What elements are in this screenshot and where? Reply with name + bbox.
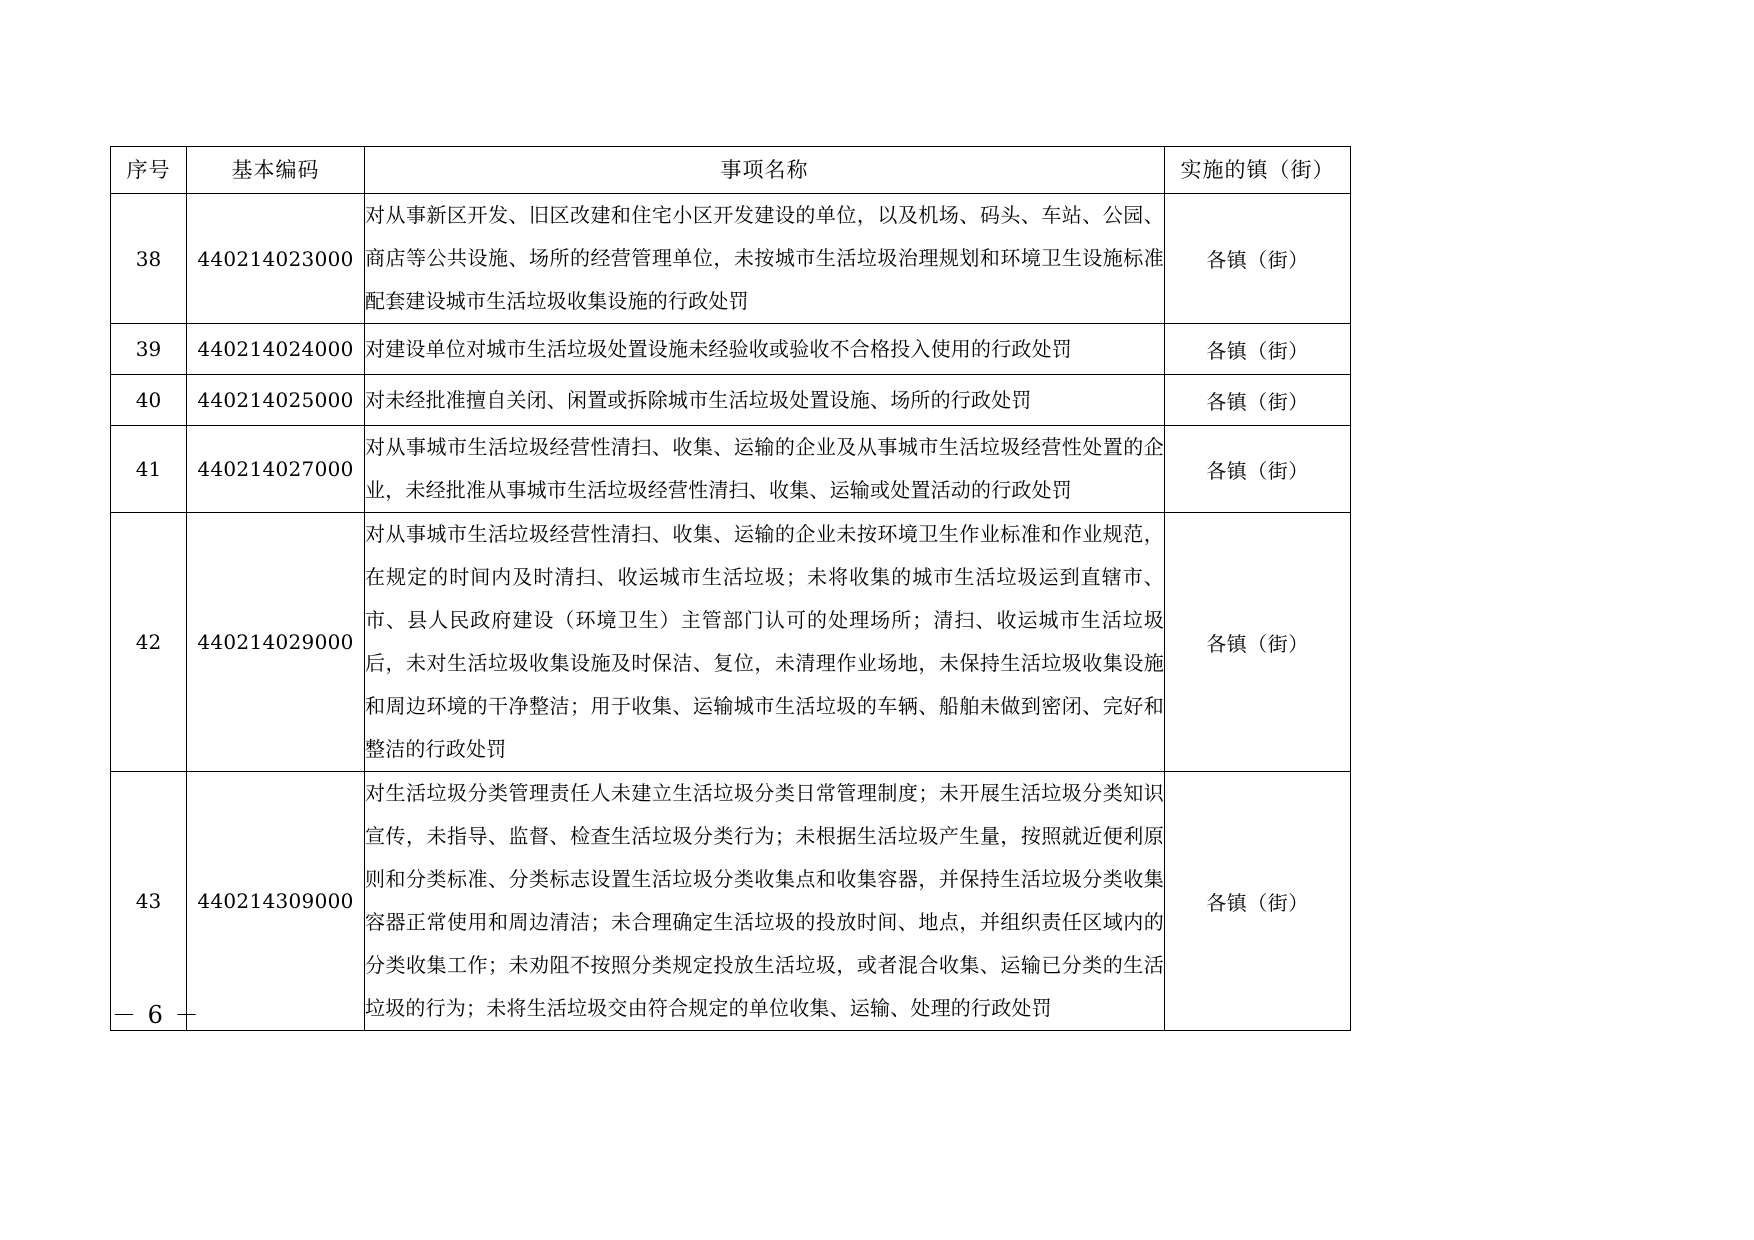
cell-town: 各镇（街） [1165,426,1351,513]
cell-town: 各镇（街） [1165,194,1351,324]
cell-name: 对从事新区开发、旧区改建和住宅小区开发建设的单位，以及机场、码头、车站、公园、商店等公共设施、场所的经营管理单位，未按城市生活垃圾治理规划和环境卫生设施标准配套建设城市生活垃圾收集设施的行政处罚 [365,194,1165,324]
table-row [111,324,1351,375]
cell-seq: 43 [111,772,187,1031]
cell-name: 对从事城市生活垃圾经营性清扫、收集、运输的企业及从事城市生活垃圾经营性处置的企业，未经批准从事城市生活垃圾经营性清扫、收集、运输或处置活动的行政处罚 [365,426,1165,513]
table-row [111,194,1351,324]
cell-town: 各镇（街） [1165,324,1351,375]
cell-town: 各镇（街） [1165,513,1351,772]
cell-town: 各镇（街） [1165,772,1351,1031]
column-header-name: 事项名称 [365,147,1165,194]
column-header-town: 实施的镇（街） [1165,147,1351,194]
table-header-row [111,147,1351,194]
cell-seq: 40 [111,375,187,426]
cell-seq: 42 [111,513,187,772]
responsibility-list-table-container [110,146,1350,1031]
page-number: － 6 － [112,1001,201,1029]
table-row [111,426,1351,513]
cell-code: 440214027000 [187,426,365,513]
responsibility-list-table [110,146,1351,1031]
cell-name: 对生活垃圾分类管理责任人未建立生活垃圾分类日常管理制度；未开展生活垃圾分类知识宣传，未指导、监督、检查生活垃圾分类行为；未根据生活垃圾产生量，按照就近便利原则和分类标准、分类标志设置生活垃圾分类收集点和收集容器，并保持生活垃圾分类收集容器正常使用和周边清洁；未合理确定生活垃圾的投放时间、地点，并组织责任区域内的分类收集工作；未劝阻不按照分类规定投放生活垃圾，或者混合收集、运输已分类的生活垃圾的行为；未将生活垃圾交由符合规定的单位收集、运输、处理的行政处罚 [365,772,1165,1031]
cell-code: 440214309000 [187,772,365,1031]
cell-seq: 39 [111,324,187,375]
cell-code: 440214024000 [187,324,365,375]
table-row [111,772,1351,1031]
cell-seq: 38 [111,194,187,324]
cell-seq: 41 [111,426,187,513]
cell-town: 各镇（街） [1165,375,1351,426]
column-header-seq: 序号 [111,147,187,194]
cell-name: 对从事城市生活垃圾经营性清扫、收集、运输的企业未按环境卫生作业标准和作业规范，在规定的时间内及时清扫、收运城市生活垃圾；未将收集的城市生活垃圾运到直辖市、市、县人民政府建设（环境卫生）主管部门认可的处理场所；清扫、收运城市生活垃圾后，未对生活垃圾收集设施及时保洁、复位，未清理作业场地，未保持生活垃圾收集设施和周边环境的干净整洁；用于收集、运输城市生活垃圾的车辆、船舶未做到密闭、完好和整洁的行政处罚 [365,513,1165,772]
cell-code: 440214025000 [187,375,365,426]
table-row [111,513,1351,772]
cell-name: 对未经批准擅自关闭、闲置或拆除城市生活垃圾处置设施、场所的行政处罚 [365,375,1165,426]
column-header-code: 基本编码 [187,147,365,194]
cell-code: 440214029000 [187,513,365,772]
table-row [111,375,1351,426]
cell-name: 对建设单位对城市生活垃圾处置设施未经验收或验收不合格投入使用的行政处罚 [365,324,1165,375]
cell-code: 440214023000 [187,194,365,324]
